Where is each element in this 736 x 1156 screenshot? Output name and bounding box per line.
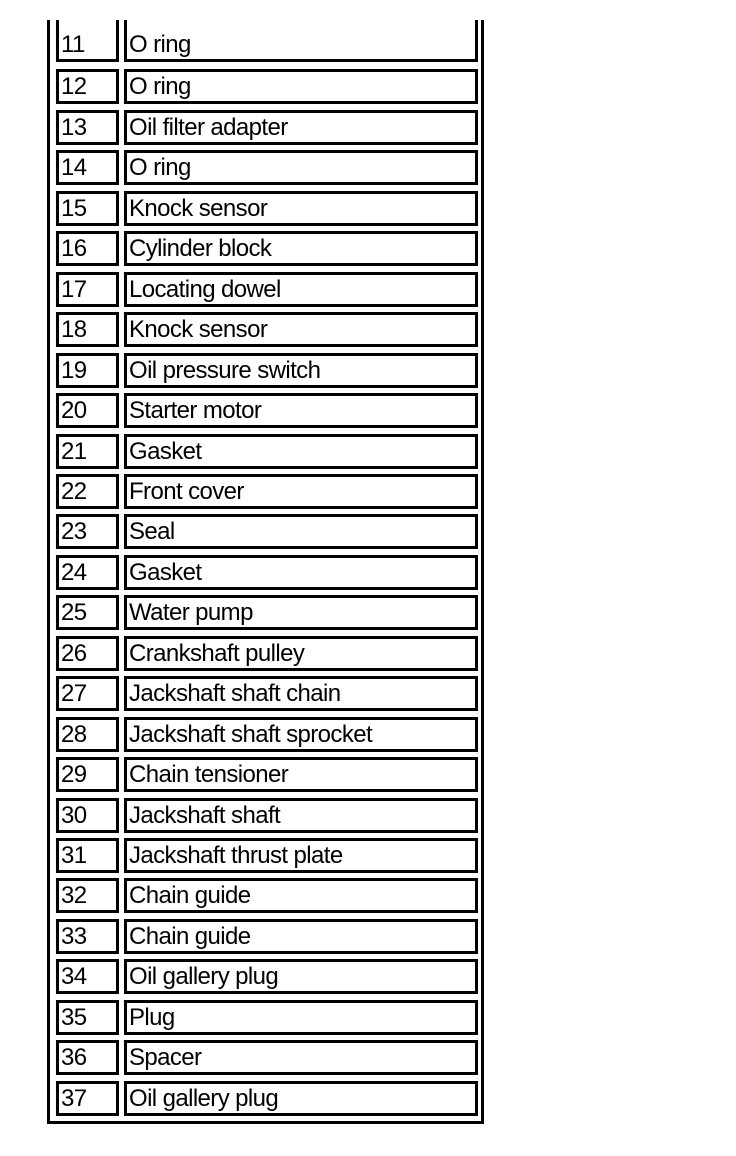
part-number-cell: 32: [56, 878, 119, 913]
part-description-cell: O ring: [124, 69, 478, 104]
part-description-cell: Locating dowel: [124, 272, 478, 307]
part-number-cell: 33: [56, 919, 119, 954]
table-row: [50, 595, 481, 630]
table-row: [50, 959, 481, 994]
part-description-cell: Knock sensor: [124, 191, 478, 226]
part-number-cell: 24: [56, 555, 119, 590]
part-description-cell: Oil pressure switch: [124, 353, 478, 388]
part-description-cell: Jackshaft shaft sprocket: [124, 717, 478, 752]
table-row: [50, 150, 481, 185]
table-row: [50, 69, 481, 104]
part-number-cell: 30: [56, 798, 119, 833]
part-number-cell: 25: [56, 595, 119, 630]
part-description-cell: Chain guide: [124, 919, 478, 954]
part-number-cell: 23: [56, 514, 119, 549]
part-number-cell: 17: [56, 272, 119, 307]
table-row: [50, 717, 481, 752]
part-description-cell: Cylinder block: [124, 231, 478, 266]
part-number-cell: 21: [56, 434, 119, 469]
part-description-cell: Chain tensioner: [124, 757, 478, 792]
table-row: [50, 878, 481, 913]
part-number-cell: 13: [56, 110, 119, 145]
part-description-cell: Front cover: [124, 474, 478, 509]
part-number-cell: 15: [56, 191, 119, 226]
part-number-cell: 36: [56, 1040, 119, 1075]
part-number-cell: 26: [56, 636, 119, 671]
part-description-cell: Knock sensor: [124, 312, 478, 347]
part-number-cell: 14: [56, 150, 119, 185]
table-row: [50, 838, 481, 873]
table-row: [50, 272, 481, 307]
table-row: [50, 676, 481, 711]
table-row: [50, 231, 481, 266]
part-number-cell: 16: [56, 231, 119, 266]
table-row: [50, 1000, 481, 1035]
part-number-cell: 18: [56, 312, 119, 347]
part-number-cell: 28: [56, 717, 119, 752]
table-row: [50, 474, 481, 509]
part-description-cell: Gasket: [124, 434, 478, 469]
part-description-cell: Jackshaft shaft: [124, 798, 478, 833]
table-row: [50, 20, 481, 62]
table-row: [50, 191, 481, 226]
part-description-cell: Jackshaft shaft chain: [124, 676, 478, 711]
part-number-cell: 27: [56, 676, 119, 711]
table-row: [50, 1081, 481, 1116]
part-description-cell: O ring: [124, 20, 478, 62]
part-number-cell: 37: [56, 1081, 119, 1116]
part-description-cell: Crankshaft pulley: [124, 636, 478, 671]
part-description-cell: Oil gallery plug: [124, 959, 478, 994]
part-description-cell: O ring: [124, 150, 478, 185]
table-row: [50, 636, 481, 671]
table-row: [50, 555, 481, 590]
part-number-cell: 22: [56, 474, 119, 509]
part-description-cell: Oil gallery plug: [124, 1081, 478, 1116]
table-row: [50, 434, 481, 469]
table-row: [50, 798, 481, 833]
part-description-cell: Chain guide: [124, 878, 478, 913]
part-number-cell: 35: [56, 1000, 119, 1035]
part-number-cell: 29: [56, 757, 119, 792]
table-row: [50, 514, 481, 549]
part-description-cell: Seal: [124, 514, 478, 549]
part-number-cell: 34: [56, 959, 119, 994]
part-description-cell: Gasket: [124, 555, 478, 590]
table-row: [50, 110, 481, 145]
part-description-cell: Oil filter adapter: [124, 110, 478, 145]
part-description-cell: Plug: [124, 1000, 478, 1035]
table-row: [50, 312, 481, 347]
part-number-cell: 20: [56, 393, 119, 428]
table-row: [50, 353, 481, 388]
table-row: [50, 919, 481, 954]
table-row: [50, 393, 481, 428]
part-description-cell: Water pump: [124, 595, 478, 630]
part-description-cell: Starter motor: [124, 393, 478, 428]
table-row: [50, 1040, 481, 1075]
part-number-cell: 31: [56, 838, 119, 873]
part-description-cell: Jackshaft thrust plate: [124, 838, 478, 873]
table-row: [50, 757, 481, 792]
part-description-cell: Spacer: [124, 1040, 478, 1075]
part-number-cell: 19: [56, 353, 119, 388]
part-number-cell: 11: [56, 20, 119, 62]
parts-legend-table: [47, 20, 484, 1124]
part-number-cell: 12: [56, 69, 119, 104]
